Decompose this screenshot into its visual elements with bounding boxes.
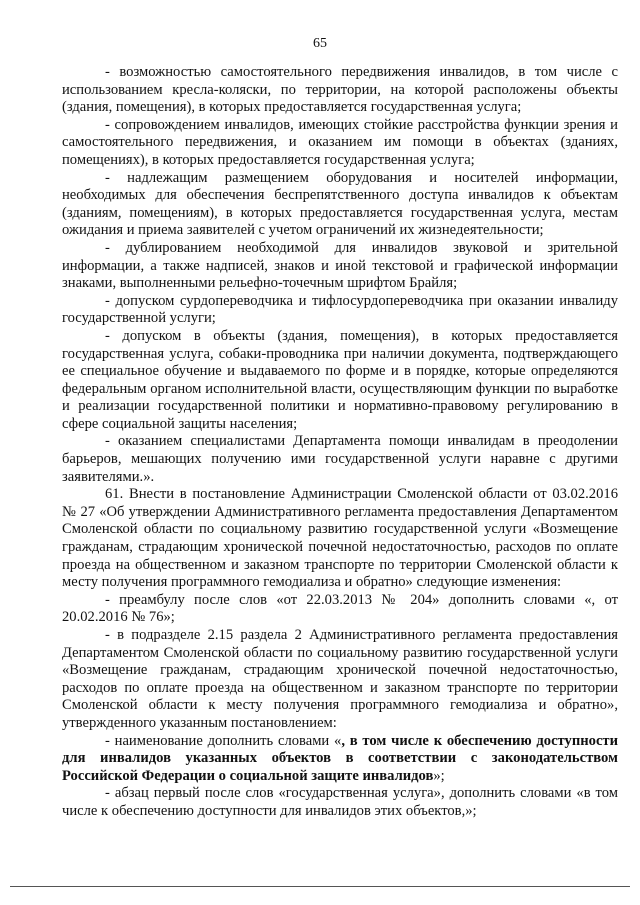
page-number: 65: [313, 36, 327, 51]
paragraph-escort: - сопровождением инвалидов, имеющих стойкие расстройства функции зрения и самостоятельного передвижения, и оказанием им помощи в объектах (зданиях, помещениях), в которых предоставляется государственная услуга;: [62, 116, 618, 168]
paragraph-movement: - возможностью самостоятельного передвижения инвалидов, в том числе с использованием кресла-коляски, по территории, на которой расположены объекты (здания, помещения), в которых предоставляется государственная услуга;: [62, 64, 618, 116]
paragraph-item-61: 61. Внести в постановление Администрации Смоленской области от 03.02.2016 № 27 «Об утверждении Административного регламента предоставления Департаментом Смоленской области по социальному развитию государственной услуги «Возмещение гражданам, страдающим хронической почечной недостаточностью, расходов по оплате проезда на общественном и заказном транспорте по территории Смоленской области к месту получения программного гемодиализа и обратно» следующие изменения:: [62, 486, 618, 591]
paragraph-assistance: - оказанием специалистами Департамента помощи инвалидам в преодолении барьеров, мешающих получению ими государственной услуги наравне с другими заявителями.».: [62, 433, 618, 485]
paragraph-subsection-2-15: - в подразделе 2.15 раздела 2 Административного регламента предоставления Департаментом Смоленской области по социальному развитию государственной услуги «Возмещение гражданам, страдающим хронической почечной недостаточностью, расходов по оплате проезда на общественном и заказном транспорте по территории Смоленской области к месту получения программного гемодиализа и обратно», утвержденного указанным постановлением:: [62, 627, 618, 731]
document-body: [62, 64, 618, 821]
paragraph-equipment: - надлежащим размещением оборудования и носителей информации, необходимых для обеспечения беспрепятственного доступа инвалидов к объектам (зданиям, помещениям), в которых предоставляется государственная услуга, местам ожидания и приема заявителей с учетом ограничений их жизнедеятельности;: [62, 169, 618, 239]
paragraph-naming: [62, 733, 618, 786]
bottom-rule: [10, 886, 630, 887]
paragraph-first-abzac: - абзац первый после слов «государственная услуга», дополнить словами «в том числе к обеспечению доступности для инвалидов этих объектов,»;: [62, 785, 618, 819]
naming-tail: »;: [433, 767, 445, 784]
naming-bold-insert: , в том числе к обеспечению доступности для инвалидов указанных объектов в соответствии с законодательством Российской Федерации о социальной защите инвалидов: [62, 732, 618, 784]
paragraph-preamble: - преамбулу после слов «от 22.03.2013 № 204» дополнить словами «, от 20.02.2016 № 76»;: [62, 591, 618, 626]
paragraph-braille: - дублированием необходимой для инвалидов звуковой и зрительной информации, а также надписей, знаков и иной текстовой и графической информации знаками, выполненными рельефно-точечным шрифтом Брайля;: [62, 239, 618, 292]
naming-lead: - наименование дополнить словами «: [105, 732, 342, 749]
paragraph-interpreter: - допуском сурдопереводчика и тифлосурдопереводчика при оказании инвалиду государственной услуги;: [62, 292, 618, 327]
paragraph-guide-dog: - допуском в объекты (здания, помещения), в которых предоставляется государственная услуга, собаки-проводника при наличии документа, подтверждающего ее специальное обучение и выдаваемого по форме и в порядке, которые определяются федеральным органом исполнительной власти, осуществляющим функции по выработке и реализации государственной политики и нормативно-правовому регулированию в сфере социальной защиты населения;: [62, 327, 618, 432]
